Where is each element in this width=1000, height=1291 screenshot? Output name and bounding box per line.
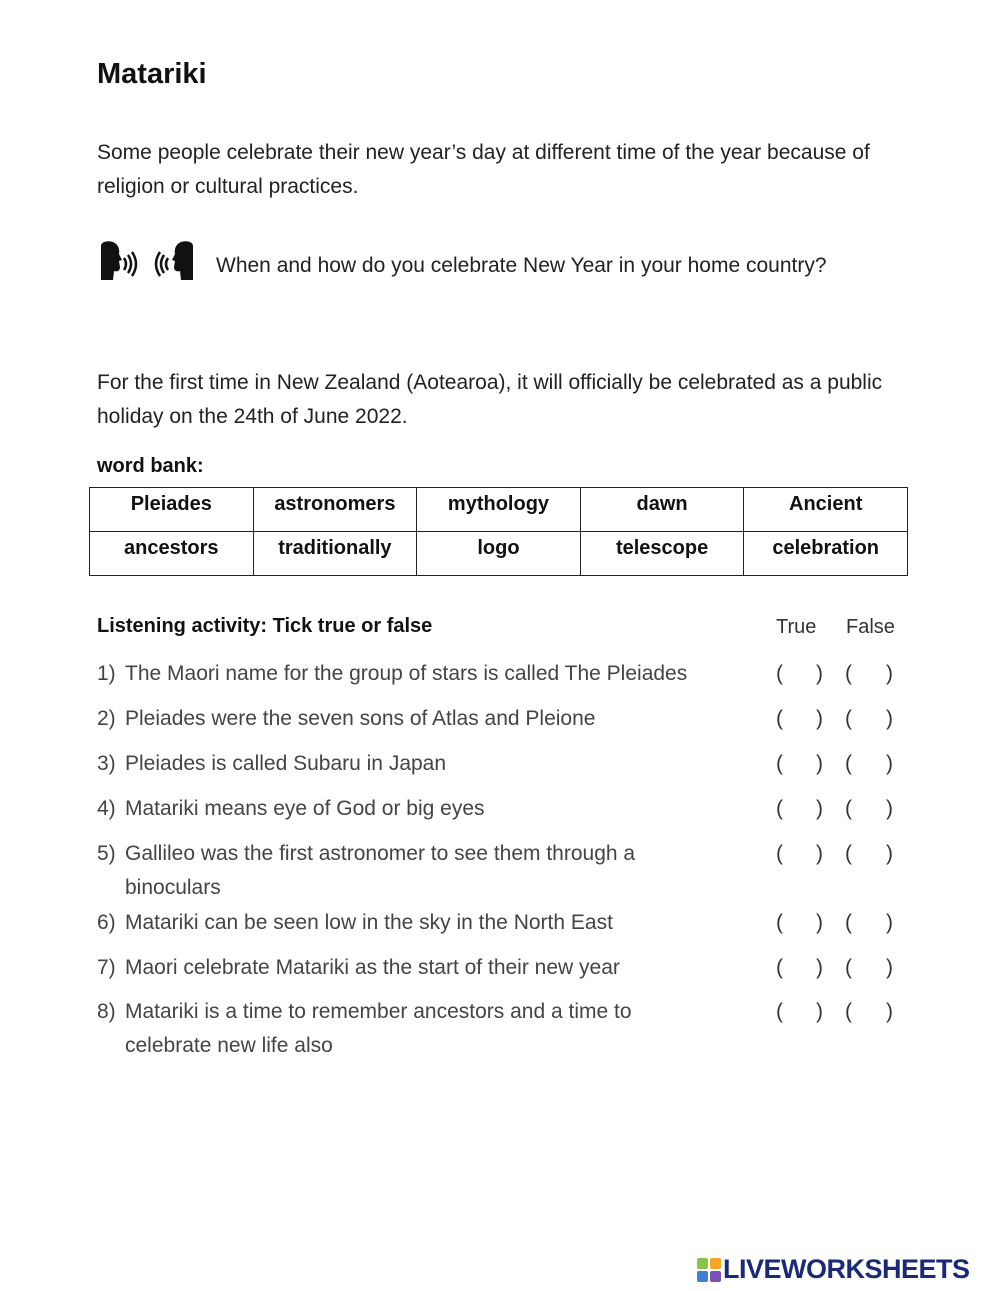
word-bank-cell: Pleiades: [90, 488, 254, 532]
false-paren-close[interactable]: ): [886, 911, 893, 934]
item-statement: Matariki means eye of God or big eyes: [125, 797, 485, 820]
word-bank-cell: ancestors: [90, 532, 254, 576]
true-paren-open[interactable]: (: [776, 956, 783, 979]
false-paren-close[interactable]: ): [886, 956, 893, 979]
word-bank-cell: logo: [417, 532, 581, 576]
true-paren-close[interactable]: ): [816, 911, 823, 934]
true-paren-open[interactable]: (: [776, 662, 783, 685]
liveworksheets-logo: [697, 1254, 997, 1286]
false-paren-close[interactable]: ): [886, 797, 893, 820]
list-item: [97, 792, 777, 826]
false-paren-close[interactable]: ): [886, 1000, 893, 1023]
false-paren-open[interactable]: (: [845, 956, 852, 979]
intro-paragraph: Some people celebrate their new year’s day at different time of the year because of religion or cultural practices.: [97, 141, 870, 198]
word-bank-cell: celebration: [744, 532, 908, 576]
false-paren-open[interactable]: (: [845, 752, 852, 775]
false-paren-open[interactable]: (: [845, 662, 852, 685]
true-paren-open[interactable]: (: [776, 752, 783, 775]
listening-activity-header: Listening activity: Tick true or false: [97, 615, 433, 637]
page-title: Matariki: [97, 58, 207, 90]
true-paren-close[interactable]: ): [816, 797, 823, 820]
true-paren-open[interactable]: (: [776, 911, 783, 934]
false-paren-open[interactable]: (: [845, 797, 852, 820]
true-paren-close[interactable]: ): [816, 842, 823, 865]
item-number: 1): [97, 662, 116, 685]
item-statement: Matariki can be seen low in the sky in the North East: [125, 911, 613, 934]
liveworksheets-logo-icon: [697, 1258, 721, 1282]
false-paren-close[interactable]: ): [886, 707, 893, 730]
false-paren-close[interactable]: ): [886, 752, 893, 775]
item-number: 7): [97, 956, 116, 979]
word-bank-cell: mythology: [417, 488, 581, 532]
true-paren-close[interactable]: ): [816, 707, 823, 730]
item-statement: Pleiades were the seven sons of Atlas and Pleione: [125, 707, 596, 730]
true-paren-close[interactable]: ): [816, 662, 823, 685]
item-number: 8): [97, 1000, 116, 1023]
word-bank-row: [90, 488, 908, 532]
list-item: [97, 657, 777, 691]
speaking-prompt: [97, 240, 957, 292]
false-paren-open[interactable]: (: [845, 842, 852, 865]
word-bank-cell: astronomers: [253, 488, 417, 532]
speaking-question: When and how do you celebrate New Year in your home country?: [216, 254, 827, 277]
list-item: [97, 837, 697, 905]
true-paren-close[interactable]: ): [816, 956, 823, 979]
list-item: [97, 906, 777, 940]
true-paren-open[interactable]: (: [776, 1000, 783, 1023]
true-paren-close[interactable]: ): [816, 752, 823, 775]
list-item: [97, 995, 697, 1063]
item-number: 4): [97, 797, 116, 820]
holiday-paragraph: For the first time in New Zealand (Aotearoa), it will officially be celebrated as a public holiday on the 24th of June 2022.: [97, 371, 883, 428]
list-item: [97, 747, 777, 781]
true-paren-open[interactable]: (: [776, 797, 783, 820]
item-number: 6): [97, 911, 116, 934]
item-number: 2): [97, 707, 116, 730]
word-bank-row: [90, 532, 908, 576]
true-paren-open[interactable]: (: [776, 842, 783, 865]
false-paren-close[interactable]: ): [886, 662, 893, 685]
liveworksheets-logo-text: LIVEWORKSHEETS: [723, 1254, 970, 1284]
false-paren-open[interactable]: (: [845, 1000, 852, 1023]
item-statement: Maori celebrate Matariki as the start of their new year: [125, 956, 620, 979]
false-paren-open[interactable]: (: [845, 707, 852, 730]
word-bank-cell: dawn: [580, 488, 744, 532]
item-statement: Matariki is a time to remember ancestors and a time to celebrate new life also: [125, 1000, 632, 1057]
true-column-label: True: [776, 616, 817, 638]
item-statement: Gallileo was the first astronomer to see them through a binoculars: [125, 842, 636, 899]
word-bank-cell: Ancient: [744, 488, 908, 532]
item-number: 3): [97, 752, 116, 775]
false-column-label: False: [846, 616, 895, 638]
false-paren-close[interactable]: ): [886, 842, 893, 865]
item-statement: Pleiades is called Subaru in Japan: [125, 752, 447, 775]
item-number: 5): [97, 842, 116, 865]
item-statement: The Maori name for the group of stars is called The Pleiades: [125, 662, 688, 685]
word-bank-label: word bank:: [97, 455, 204, 477]
word-bank-cell: telescope: [580, 532, 744, 576]
list-item: [97, 951, 777, 985]
true-paren-open[interactable]: (: [776, 707, 783, 730]
list-item: [97, 702, 777, 736]
word-bank-table: [89, 487, 908, 576]
word-bank-cell: traditionally: [253, 532, 417, 576]
true-paren-close[interactable]: ): [816, 1000, 823, 1023]
speaking-heads-icon: [97, 240, 197, 292]
false-paren-open[interactable]: (: [845, 911, 852, 934]
